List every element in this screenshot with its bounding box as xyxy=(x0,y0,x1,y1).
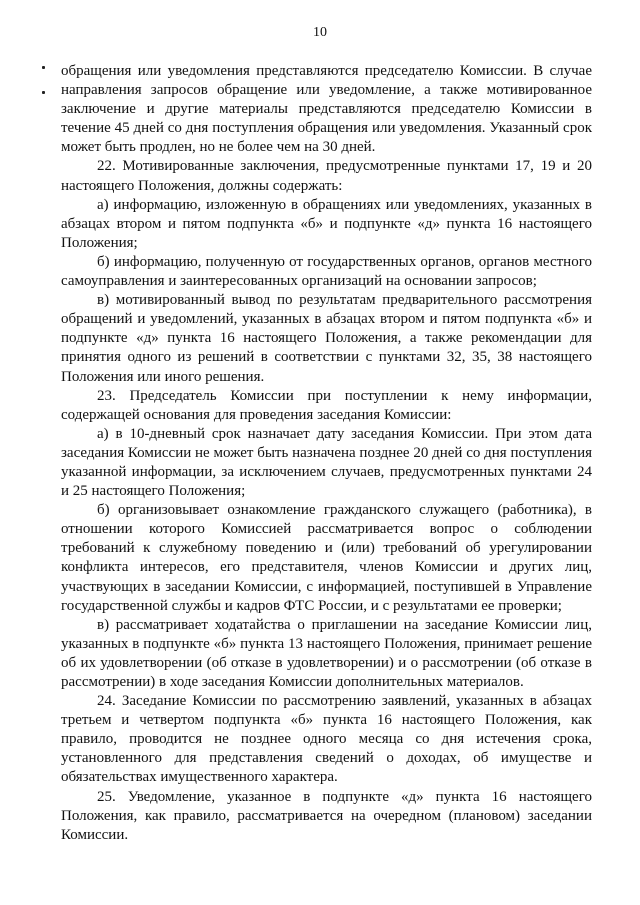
paragraph-clause-22: 22. Мотивированные заключения, предусмотренные пунктами 17, 19 и 20 настоящего Положения, должны содержать: xyxy=(61,158,592,194)
paragraph-clause-24: 24. Заседание Комиссии по рассмотрению заявлений, указанных в абзацах третьем и четвертом подпункта «б» пункта 16 настоящего Положения, как правило, проводится не позднее одного месяца со дня истечения срока, установленного для представления сведений о доходах, об имуществе и обязательствах имущественного характера. xyxy=(61,693,592,786)
paragraph-clause-22-v: в) мотивированный вывод по результатам предварительного рассмотрения обращений и уведомлений, указанных в абзацах втором и пятом подпункта «б» и подпункте «д» пункта 16 настоящего Положения, а также рекомендации для принятия одного из решений в соответствии с пунктами 32, 35, 38 настоящего Положения или иного решения. xyxy=(61,292,592,385)
paragraph-clause-22-b: б) информацию, полученную от государственных органов, органов местного самоуправления и заинтересованных организаций на основании запросов; xyxy=(61,253,592,290)
margin-mark xyxy=(42,91,45,94)
paragraph-continuation: обращения или уведомления представляются председателю Комиссии. В случае направления запросов обращение или уведомление, а также мотивированное заключение и другие материалы представляются председателю Комиссии в течение 45 дней со дня поступления обращения или уведомления. Указанный срок может быть продлен, но не более чем на 30 дней. xyxy=(61,63,592,156)
paragraph-clause-23-b: б) организовывает ознакомление гражданского служащего (работника), в отношении которого Комиссией рассматривается вопрос о соблюдении требований к служебному поведению и (или) требований об урегулировании конфликта интересов, его представителя, членов Комиссии и других лиц, участвующих в заседании Комиссии, с информацией, поступившей в Управление государственной службы и кадров ФТС России, и с результатами ее проверки; xyxy=(61,502,592,614)
paragraph-clause-23: 23. Председатель Комиссии при поступлении к нему информации, содержащей основания для проведения заседания Комиссии: xyxy=(61,387,592,423)
paragraph-clause-25: 25. Уведомление, указанное в подпункте «д» пункта 16 настоящего Положения, как правило, рассматривается на очередном (плановом) заседании Комиссии. xyxy=(61,788,592,843)
margin-mark xyxy=(42,66,45,69)
paragraph-clause-23-v: в) рассматривает ходатайства о приглашении на заседание Комиссии лиц, указанных в подпункте «б» пункта 13 настоящего Положения, принимает решение об их удовлетворении (об отказе в удовлетворении) и о рассмотрении (об отказе в рассмотрении) в ходе заседания Комиссии дополнительных материалов. xyxy=(61,616,592,690)
paragraph-clause-23-a: а) в 10-дневный срок назначает дату заседания Комиссии. При этом дата заседания Комиссии не может быть назначена позднее 20 дней со дня поступления указанной информации, за исключением случаев, предусмотренных пунктами 24 и 25 настоящего Положения; xyxy=(61,425,592,500)
paragraph-clause-22-a: а) информацию, изложенную в обращениях или уведомлениях, указанных в абзацах втором и пятом подпункта «б» и подпункте «д» пункта 16 настоящего Положения; xyxy=(61,196,592,251)
page-number: 10 xyxy=(313,25,327,40)
document-body xyxy=(61,62,592,845)
